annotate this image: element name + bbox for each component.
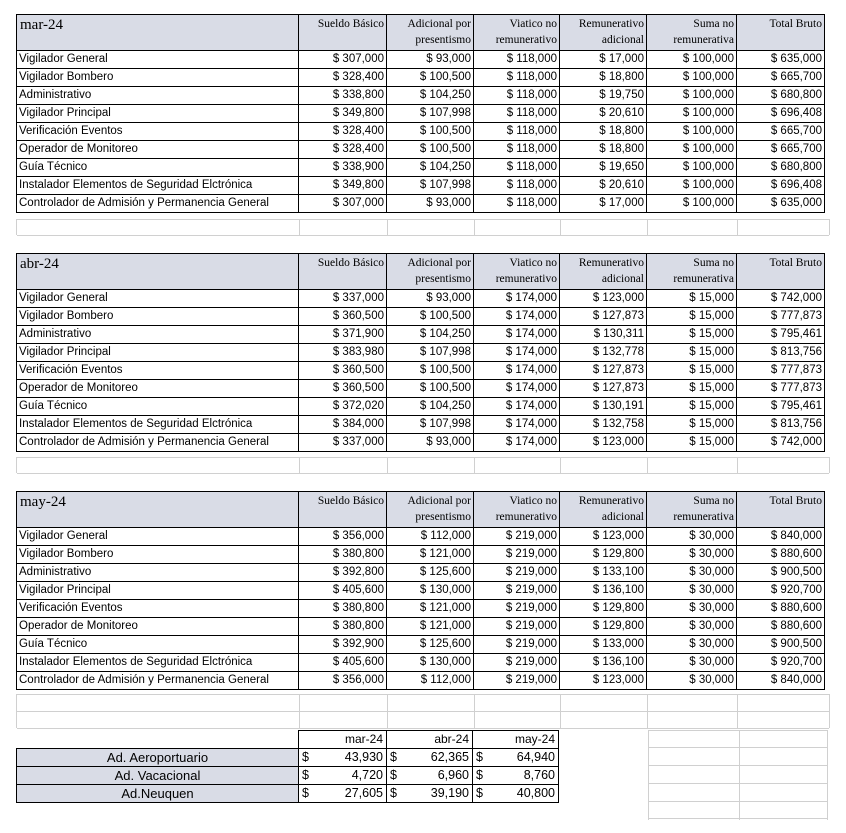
cell-viatico-no-remunerativo[interactable]: $ 118,000 <box>474 123 560 141</box>
cell-viatico-no-remunerativo[interactable]: $ 219,000 <box>474 672 560 690</box>
cell-viatico-no-remunerativo[interactable]: $ 219,000 <box>474 600 560 618</box>
additional-row <box>17 785 559 803</box>
table-header-row <box>17 254 825 290</box>
cell-adicional-presentismo[interactable]: $ 100,500 <box>387 69 474 87</box>
salary-table-1 <box>16 253 825 452</box>
cell-remunerativo-adicional[interactable]: $ 17,000 <box>560 51 647 69</box>
cell-remunerativo-adicional[interactable]: $ 127,873 <box>560 380 647 398</box>
role-cell[interactable]: Vigilador General <box>17 51 299 69</box>
cell-total-bruto[interactable]: $ 635,000 <box>737 195 825 213</box>
cell-total-bruto[interactable]: $ 900,500 <box>737 636 825 654</box>
table-header-row <box>17 15 825 51</box>
table-row <box>17 344 825 362</box>
additional-label[interactable]: Ad.Neuquen <box>17 785 299 803</box>
column-header-total-bruto[interactable]: Total Bruto <box>737 492 825 528</box>
cell-total-bruto[interactable]: $ 920,700 <box>737 654 825 672</box>
cell-sueldo-basico[interactable]: $ 392,800 <box>299 564 387 582</box>
role-cell[interactable]: Vigilador Principal <box>17 105 299 123</box>
cell-remunerativo-adicional[interactable]: $ 123,000 <box>560 528 647 546</box>
role-cell[interactable]: Controlador de Admisión y Permanencia General <box>17 672 299 690</box>
column-header-suma-no-remunerativa[interactable]: Suma no remunerativa <box>647 15 737 51</box>
cell-suma-no-remunerativa[interactable]: $ 100,000 <box>647 195 737 213</box>
cell-adicional-presentismo[interactable]: $ 112,000 <box>387 528 474 546</box>
cell-viatico-no-remunerativo[interactable]: $ 118,000 <box>474 87 560 105</box>
cell-remunerativo-adicional[interactable]: $ 132,778 <box>560 344 647 362</box>
cell-adicional-presentismo[interactable]: $ 100,500 <box>387 362 474 380</box>
cell-adicional-presentismo[interactable]: $ 93,000 <box>387 434 474 452</box>
period-label[interactable]: mar-24 <box>17 15 299 51</box>
cell-adicional-presentismo[interactable]: $ 130,000 <box>387 654 474 672</box>
column-header-total-bruto[interactable]: Total Bruto <box>737 15 825 51</box>
table-row <box>17 416 825 434</box>
cell-suma-no-remunerativa[interactable]: $ 15,000 <box>647 308 737 326</box>
cell-adicional-presentismo[interactable]: $ 100,500 <box>387 380 474 398</box>
cell-adicional-presentismo[interactable]: $ 104,250 <box>387 159 474 177</box>
additional-value[interactable]: 27,605 <box>317 785 387 803</box>
cell-remunerativo-adicional[interactable]: $ 19,750 <box>560 87 647 105</box>
cell-remunerativo-adicional[interactable]: $ 130,191 <box>560 398 647 416</box>
additional-value[interactable]: 8,760 <box>487 767 559 785</box>
column-header-remunerativo-adicional[interactable]: Remunerativo adicional <box>560 254 647 290</box>
cell-sueldo-basico[interactable]: $ 328,400 <box>299 141 387 159</box>
salary-table-2 <box>16 491 825 690</box>
role-cell[interactable]: Verificación Eventos <box>17 600 299 618</box>
currency-symbol: $ <box>299 785 317 803</box>
cell-viatico-no-remunerativo[interactable]: $ 174,000 <box>474 290 560 308</box>
empty-grid-area <box>648 730 828 820</box>
role-cell[interactable]: Operador de Monitoreo <box>17 380 299 398</box>
cell-viatico-no-remunerativo[interactable]: $ 219,000 <box>474 546 560 564</box>
cell-total-bruto[interactable]: $ 777,873 <box>737 362 825 380</box>
cell-total-bruto[interactable]: $ 840,000 <box>737 672 825 690</box>
role-cell[interactable]: Vigilador General <box>17 290 299 308</box>
cell-remunerativo-adicional[interactable]: $ 123,000 <box>560 290 647 308</box>
empty-grid-rows <box>16 694 830 728</box>
cell-adicional-presentismo[interactable]: $ 104,250 <box>387 87 474 105</box>
table-row <box>17 69 825 87</box>
role-cell[interactable]: Instalador Elementos de Seguridad Elctrónica <box>17 416 299 434</box>
role-cell[interactable]: Vigilador Bombero <box>17 69 299 87</box>
cell-sueldo-basico[interactable]: $ 384,000 <box>299 416 387 434</box>
role-cell[interactable]: Guía Técnico <box>17 159 299 177</box>
cell-sueldo-basico[interactable]: $ 356,000 <box>299 528 387 546</box>
cell-suma-no-remunerativa[interactable]: $ 100,000 <box>647 51 737 69</box>
cell-total-bruto[interactable]: $ 880,600 <box>737 600 825 618</box>
cell-suma-no-remunerativa[interactable]: $ 15,000 <box>647 380 737 398</box>
cell-suma-no-remunerativa[interactable]: $ 30,000 <box>647 654 737 672</box>
cell-suma-no-remunerativa[interactable]: $ 30,000 <box>647 600 737 618</box>
cell-remunerativo-adicional[interactable]: $ 127,873 <box>560 362 647 380</box>
cell-total-bruto[interactable]: $ 880,600 <box>737 618 825 636</box>
cell-viatico-no-remunerativo[interactable]: $ 118,000 <box>474 195 560 213</box>
role-cell[interactable]: Administrativo <box>17 326 299 344</box>
cell-adicional-presentismo[interactable]: $ 121,000 <box>387 600 474 618</box>
cell-adicional-presentismo[interactable]: $ 100,500 <box>387 308 474 326</box>
additional-value[interactable]: 64,940 <box>487 749 559 767</box>
cell-total-bruto[interactable]: $ 880,600 <box>737 546 825 564</box>
cell-remunerativo-adicional[interactable]: $ 129,800 <box>560 618 647 636</box>
table-row <box>17 636 825 654</box>
currency-symbol: $ <box>473 749 487 767</box>
cell-viatico-no-remunerativo[interactable]: $ 174,000 <box>474 434 560 452</box>
table-row <box>17 308 825 326</box>
table-row <box>17 380 825 398</box>
cell-viatico-no-remunerativo[interactable]: $ 174,000 <box>474 362 560 380</box>
period-label[interactable]: may-24 <box>17 492 299 528</box>
role-cell[interactable]: Verificación Eventos <box>17 362 299 380</box>
cell-adicional-presentismo[interactable]: $ 93,000 <box>387 290 474 308</box>
cell-remunerativo-adicional[interactable]: $ 123,000 <box>560 672 647 690</box>
cell-suma-no-remunerativa[interactable]: $ 15,000 <box>647 416 737 434</box>
cell-suma-no-remunerativa[interactable]: $ 100,000 <box>647 87 737 105</box>
cell-sueldo-basico[interactable]: $ 380,800 <box>299 600 387 618</box>
cell-suma-no-remunerativa[interactable]: $ 100,000 <box>647 177 737 195</box>
cell-adicional-presentismo[interactable]: $ 100,500 <box>387 141 474 159</box>
cell-suma-no-remunerativa[interactable]: $ 15,000 <box>647 326 737 344</box>
cell-total-bruto[interactable]: $ 900,500 <box>737 564 825 582</box>
cell-sueldo-basico[interactable]: $ 360,500 <box>299 308 387 326</box>
cell-viatico-no-remunerativo[interactable]: $ 219,000 <box>474 654 560 672</box>
cell-remunerativo-adicional[interactable]: $ 127,873 <box>560 308 647 326</box>
table-row <box>17 600 825 618</box>
cell-suma-no-remunerativa[interactable]: $ 100,000 <box>647 141 737 159</box>
cell-adicional-presentismo[interactable]: $ 107,998 <box>387 177 474 195</box>
cell-viatico-no-remunerativo[interactable]: $ 219,000 <box>474 582 560 600</box>
cell-total-bruto[interactable]: $ 777,873 <box>737 380 825 398</box>
cell-adicional-presentismo[interactable]: $ 107,998 <box>387 344 474 362</box>
cell-total-bruto[interactable]: $ 665,700 <box>737 69 825 87</box>
cell-viatico-no-remunerativo[interactable]: $ 118,000 <box>474 105 560 123</box>
column-header-suma-no-remunerativa[interactable]: Suma no remunerativa <box>647 254 737 290</box>
cell-remunerativo-adicional[interactable]: $ 129,800 <box>560 546 647 564</box>
table-row <box>17 87 825 105</box>
column-header-remunerativo-adicional[interactable]: Remunerativo adicional <box>560 15 647 51</box>
cell-adicional-presentismo[interactable]: $ 121,000 <box>387 618 474 636</box>
role-cell[interactable]: Vigilador General <box>17 528 299 546</box>
cell-sueldo-basico[interactable]: $ 360,500 <box>299 362 387 380</box>
cell-viatico-no-remunerativo[interactable]: $ 174,000 <box>474 380 560 398</box>
cell-total-bruto[interactable]: $ 665,700 <box>737 141 825 159</box>
additional-label[interactable]: Ad. Vacacional <box>17 767 299 785</box>
cell-sueldo-basico[interactable]: $ 383,980 <box>299 344 387 362</box>
cell-suma-no-remunerativa[interactable]: $ 30,000 <box>647 636 737 654</box>
cell-remunerativo-adicional[interactable]: $ 132,758 <box>560 416 647 434</box>
cell-adicional-presentismo[interactable]: $ 121,000 <box>387 546 474 564</box>
cell-remunerativo-adicional[interactable]: $ 18,800 <box>560 141 647 159</box>
cell-suma-no-remunerativa[interactable]: $ 30,000 <box>647 618 737 636</box>
column-header-adicional-presentismo[interactable]: Adicional por presentismo <box>387 254 474 290</box>
cell-adicional-presentismo[interactable]: $ 104,250 <box>387 398 474 416</box>
cell-sueldo-basico[interactable]: $ 337,000 <box>299 290 387 308</box>
salary-table-0 <box>16 14 825 213</box>
cell-total-bruto[interactable]: $ 920,700 <box>737 582 825 600</box>
cell-adicional-presentismo[interactable]: $ 93,000 <box>387 51 474 69</box>
column-header-sueldo-basico[interactable]: Sueldo Básico <box>299 254 387 290</box>
cell-suma-no-remunerativa[interactable]: $ 100,000 <box>647 105 737 123</box>
additional-row <box>17 749 559 767</box>
cell-suma-no-remunerativa[interactable]: $ 15,000 <box>647 398 737 416</box>
cell-suma-no-remunerativa[interactable]: $ 100,000 <box>647 69 737 87</box>
column-header-adicional-presentismo[interactable]: Adicional por presentismo <box>387 492 474 528</box>
cell-sueldo-basico[interactable]: $ 328,400 <box>299 69 387 87</box>
cell-sueldo-basico[interactable]: $ 338,900 <box>299 159 387 177</box>
cell-remunerativo-adicional[interactable]: $ 136,100 <box>560 654 647 672</box>
table-row <box>17 582 825 600</box>
table-row <box>17 195 825 213</box>
cell-sueldo-basico[interactable]: $ 356,000 <box>299 672 387 690</box>
table-row <box>17 434 825 452</box>
role-cell[interactable]: Vigilador Principal <box>17 344 299 362</box>
cell-adicional-presentismo[interactable]: $ 130,000 <box>387 582 474 600</box>
cell-remunerativo-adicional[interactable]: $ 18,800 <box>560 69 647 87</box>
cell-total-bruto[interactable]: $ 742,000 <box>737 434 825 452</box>
role-cell[interactable]: Guía Técnico <box>17 398 299 416</box>
table-row <box>17 564 825 582</box>
cell-suma-no-remunerativa[interactable]: $ 15,000 <box>647 290 737 308</box>
table-header-row <box>17 492 825 528</box>
role-cell[interactable]: Instalador Elementos de Seguridad Elctrónica <box>17 654 299 672</box>
cell-remunerativo-adicional[interactable]: $ 133,000 <box>560 636 647 654</box>
role-cell[interactable]: Administrativo <box>17 564 299 582</box>
cell-viatico-no-remunerativo[interactable]: $ 219,000 <box>474 564 560 582</box>
cell-remunerativo-adicional[interactable]: $ 136,100 <box>560 582 647 600</box>
cell-adicional-presentismo[interactable]: $ 104,250 <box>387 326 474 344</box>
role-cell[interactable]: Instalador Elementos de Seguridad Elctrónica <box>17 177 299 195</box>
cell-sueldo-basico[interactable]: $ 405,600 <box>299 582 387 600</box>
cell-viatico-no-remunerativo[interactable]: $ 118,000 <box>474 51 560 69</box>
cell-sueldo-basico[interactable]: $ 380,800 <box>299 546 387 564</box>
additional-value[interactable]: 43,930 <box>317 749 387 767</box>
cell-adicional-presentismo[interactable]: $ 107,998 <box>387 416 474 434</box>
column-header-total-bruto[interactable]: Total Bruto <box>737 254 825 290</box>
role-cell[interactable]: Operador de Monitoreo <box>17 618 299 636</box>
cell-sueldo-basico[interactable]: $ 349,800 <box>299 177 387 195</box>
role-cell[interactable]: Administrativo <box>17 87 299 105</box>
cell-sueldo-basico[interactable]: $ 307,000 <box>299 51 387 69</box>
role-cell[interactable]: Controlador de Admisión y Permanencia General <box>17 434 299 452</box>
cell-remunerativo-adicional[interactable]: $ 130,311 <box>560 326 647 344</box>
cell-adicional-presentismo[interactable]: $ 112,000 <box>387 672 474 690</box>
table-row <box>17 326 825 344</box>
cell-suma-no-remunerativa[interactable]: $ 15,000 <box>647 362 737 380</box>
cell-total-bruto[interactable]: $ 777,873 <box>737 308 825 326</box>
cell-viatico-no-remunerativo[interactable]: $ 118,000 <box>474 177 560 195</box>
currency-symbol: $ <box>387 749 401 767</box>
cell-viatico-no-remunerativo[interactable]: $ 174,000 <box>474 308 560 326</box>
table-row <box>17 362 825 380</box>
column-header-remunerativo-adicional[interactable]: Remunerativo adicional <box>560 492 647 528</box>
table-row <box>17 546 825 564</box>
cell-viatico-no-remunerativo[interactable]: $ 174,000 <box>474 398 560 416</box>
table-row <box>17 528 825 546</box>
cell-adicional-presentismo[interactable]: $ 125,600 <box>387 564 474 582</box>
cell-sueldo-basico[interactable]: $ 371,900 <box>299 326 387 344</box>
cell-sueldo-basico[interactable]: $ 380,800 <box>299 618 387 636</box>
month-header[interactable]: mar-24 <box>299 731 387 749</box>
column-header-adicional-presentismo[interactable]: Adicional por presentismo <box>387 15 474 51</box>
table-row <box>17 123 825 141</box>
additional-value[interactable]: 4,720 <box>317 767 387 785</box>
cell-remunerativo-adicional[interactable]: $ 123,000 <box>560 434 647 452</box>
cell-sueldo-basico[interactable]: $ 337,000 <box>299 434 387 452</box>
role-cell[interactable]: Vigilador Bombero <box>17 546 299 564</box>
additional-label[interactable]: Ad. Aeroportuario <box>17 749 299 767</box>
additional-row <box>17 767 559 785</box>
cell-sueldo-basico[interactable]: $ 307,000 <box>299 195 387 213</box>
cell-viatico-no-remunerativo[interactable]: $ 118,000 <box>474 69 560 87</box>
additional-value[interactable]: 39,190 <box>401 785 473 803</box>
cell-total-bruto[interactable]: $ 696,408 <box>737 177 825 195</box>
cell-sueldo-basico[interactable]: $ 392,900 <box>299 636 387 654</box>
cell-total-bruto[interactable]: $ 680,800 <box>737 87 825 105</box>
currency-symbol: $ <box>387 785 401 803</box>
period-label[interactable]: abr-24 <box>17 254 299 290</box>
cell-suma-no-remunerativa[interactable]: $ 15,000 <box>647 344 737 362</box>
cell-viatico-no-remunerativo[interactable]: $ 174,000 <box>474 344 560 362</box>
cell-suma-no-remunerativa[interactable]: $ 30,000 <box>647 546 737 564</box>
cell-remunerativo-adicional[interactable]: $ 18,800 <box>560 123 647 141</box>
table-row <box>17 177 825 195</box>
cell-sueldo-basico[interactable]: $ 328,400 <box>299 123 387 141</box>
cell-sueldo-basico[interactable]: $ 360,500 <box>299 380 387 398</box>
table-row <box>17 51 825 69</box>
cell-sueldo-basico[interactable]: $ 405,600 <box>299 654 387 672</box>
column-header-viatico-no-remunerativo[interactable]: Viatico no remunerativo <box>474 15 560 51</box>
cell-remunerativo-adicional[interactable]: $ 17,000 <box>560 195 647 213</box>
additional-value[interactable]: 40,800 <box>487 785 559 803</box>
cell-remunerativo-adicional[interactable]: $ 20,610 <box>560 105 647 123</box>
cell-viatico-no-remunerativo[interactable]: $ 219,000 <box>474 618 560 636</box>
role-cell[interactable]: Guía Técnico <box>17 636 299 654</box>
role-cell[interactable]: Controlador de Admisión y Permanencia General <box>17 195 299 213</box>
currency-symbol: $ <box>299 767 317 785</box>
cell-viatico-no-remunerativo[interactable]: $ 118,000 <box>474 141 560 159</box>
table-row <box>17 141 825 159</box>
cell-viatico-no-remunerativo[interactable]: $ 219,000 <box>474 636 560 654</box>
cell-sueldo-basico[interactable]: $ 349,800 <box>299 105 387 123</box>
cell-suma-no-remunerativa[interactable]: $ 100,000 <box>647 123 737 141</box>
table-row <box>17 618 825 636</box>
role-cell[interactable]: Operador de Monitoreo <box>17 141 299 159</box>
cell-sueldo-basico[interactable]: $ 372,020 <box>299 398 387 416</box>
month-header[interactable]: may-24 <box>473 731 559 749</box>
cell-suma-no-remunerativa[interactable]: $ 30,000 <box>647 672 737 690</box>
additionals-table <box>16 730 559 803</box>
table-row <box>17 398 825 416</box>
cell-remunerativo-adicional[interactable]: $ 19,650 <box>560 159 647 177</box>
empty-cell <box>17 731 299 749</box>
role-cell[interactable]: Verificación Eventos <box>17 123 299 141</box>
table-row <box>17 105 825 123</box>
cell-viatico-no-remunerativo[interactable]: $ 174,000 <box>474 416 560 434</box>
column-header-sueldo-basico[interactable]: Sueldo Básico <box>299 15 387 51</box>
cell-viatico-no-remunerativo[interactable]: $ 219,000 <box>474 528 560 546</box>
cell-total-bruto[interactable]: $ 680,800 <box>737 159 825 177</box>
additional-value[interactable]: 62,365 <box>401 749 473 767</box>
table-row <box>17 290 825 308</box>
currency-symbol: $ <box>473 767 487 785</box>
table-row <box>17 672 825 690</box>
additional-value[interactable]: 6,960 <box>401 767 473 785</box>
cell-total-bruto[interactable]: $ 742,000 <box>737 290 825 308</box>
cell-remunerativo-adicional[interactable]: $ 20,610 <box>560 177 647 195</box>
cell-viatico-no-remunerativo[interactable]: $ 118,000 <box>474 159 560 177</box>
cell-total-bruto[interactable]: $ 635,000 <box>737 51 825 69</box>
column-header-viatico-no-remunerativo[interactable]: Viatico no remunerativo <box>474 254 560 290</box>
cell-total-bruto[interactable]: $ 813,756 <box>737 344 825 362</box>
cell-total-bruto[interactable]: $ 665,700 <box>737 123 825 141</box>
table-row <box>17 159 825 177</box>
role-cell[interactable]: Vigilador Bombero <box>17 308 299 326</box>
currency-symbol: $ <box>299 749 317 767</box>
cell-suma-no-remunerativa[interactable]: $ 15,000 <box>647 434 737 452</box>
cell-adicional-presentismo[interactable]: $ 100,500 <box>387 123 474 141</box>
additionals-header-row <box>17 731 559 749</box>
cell-total-bruto[interactable]: $ 795,461 <box>737 398 825 416</box>
cell-remunerativo-adicional[interactable]: $ 129,800 <box>560 600 647 618</box>
cell-adicional-presentismo[interactable]: $ 93,000 <box>387 195 474 213</box>
currency-symbol: $ <box>387 767 401 785</box>
cell-total-bruto[interactable]: $ 840,000 <box>737 528 825 546</box>
month-header[interactable]: abr-24 <box>387 731 473 749</box>
table-row <box>17 654 825 672</box>
column-header-viatico-no-remunerativo[interactable]: Viatico no remunerativo <box>474 492 560 528</box>
column-header-sueldo-basico[interactable]: Sueldo Básico <box>299 492 387 528</box>
cell-adicional-presentismo[interactable]: $ 107,998 <box>387 105 474 123</box>
cell-total-bruto[interactable]: $ 696,408 <box>737 105 825 123</box>
cell-suma-no-remunerativa[interactable]: $ 100,000 <box>647 159 737 177</box>
cell-total-bruto[interactable]: $ 813,756 <box>737 416 825 434</box>
column-header-suma-no-remunerativa[interactable]: Suma no remunerativa <box>647 492 737 528</box>
cell-suma-no-remunerativa[interactable]: $ 30,000 <box>647 528 737 546</box>
role-cell[interactable]: Vigilador Principal <box>17 582 299 600</box>
cell-adicional-presentismo[interactable]: $ 125,600 <box>387 636 474 654</box>
cell-suma-no-remunerativa[interactable]: $ 30,000 <box>647 564 737 582</box>
empty-grid-rows <box>16 457 830 473</box>
cell-viatico-no-remunerativo[interactable]: $ 174,000 <box>474 326 560 344</box>
empty-grid-rows <box>16 219 830 235</box>
cell-suma-no-remunerativa[interactable]: $ 30,000 <box>647 582 737 600</box>
currency-symbol: $ <box>473 785 487 803</box>
cell-sueldo-basico[interactable]: $ 338,800 <box>299 87 387 105</box>
cell-remunerativo-adicional[interactable]: $ 133,100 <box>560 564 647 582</box>
cell-total-bruto[interactable]: $ 795,461 <box>737 326 825 344</box>
